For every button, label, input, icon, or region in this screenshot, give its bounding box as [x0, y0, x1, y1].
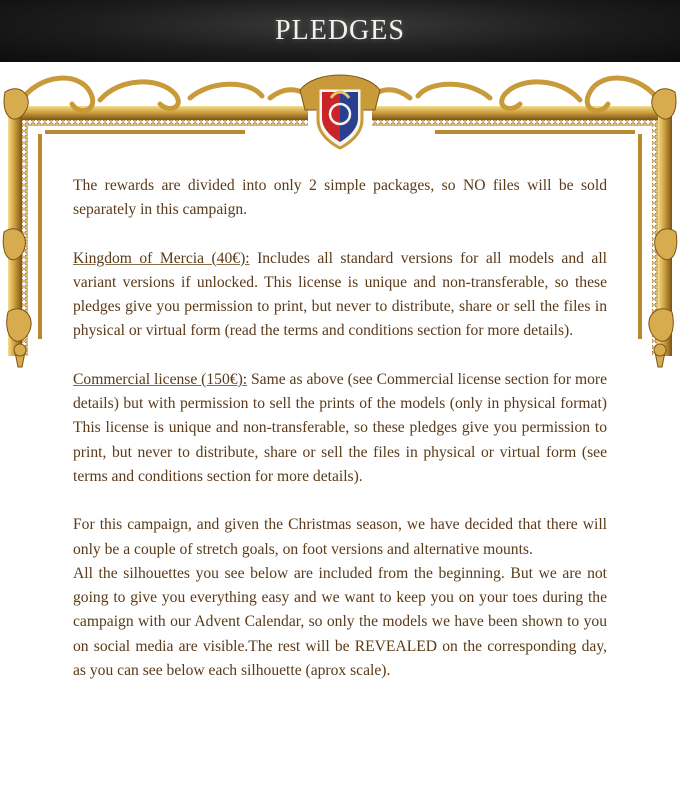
pledges-text [73, 174, 607, 683]
commercial-paragraph [73, 368, 607, 489]
crest-logo [300, 75, 380, 148]
mercia-paragraph [73, 247, 607, 344]
campaign-paragraph: For this campaign, and given the Christmas season, we have decided that there will only be a couple of stretch goals, on foot versions and alternative mounts. [73, 516, 607, 558]
page-title: PLEDGES [275, 15, 405, 46]
header-banner [0, 0, 680, 62]
mercia-body: Includes all standard versions for all models and all variant versions if unlocked. This license is unique and non-transferable, so these pledges give you permission to print, but never to distribute, share or sell the files in physical or virtual form (read the terms and conditions section for more details). [73, 249, 608, 340]
silhouettes-paragraph: All the silhouettes you see below are included from the beginning. But we are not going to give you everything easy and we want to keep you on your toes during the campaign with our Advent Calendar, so only the models we have been shown to you on social media are visible.The rest will be REVEALED on the corresponding day, as you can see below each silhouette (aprox scale). [73, 564, 607, 680]
commercial-body: Same as above (see Commercial license section for more details) but with permission to sell the prints of the models (only in physical format) This license is unique and non-transferable, so these pledges give you permission to print, but never to distribute, share or sell the files in physical or virtual form (see terms and conditions section for more details). [73, 370, 607, 485]
intro-paragraph: The rewards are divided into only 2 simple packages, so NO files will be sold separately in this campaign. [73, 177, 607, 219]
mercia-title: Kingdom of Mercia (40€): [73, 249, 250, 267]
commercial-title: Commercial license (150€): [73, 370, 248, 388]
